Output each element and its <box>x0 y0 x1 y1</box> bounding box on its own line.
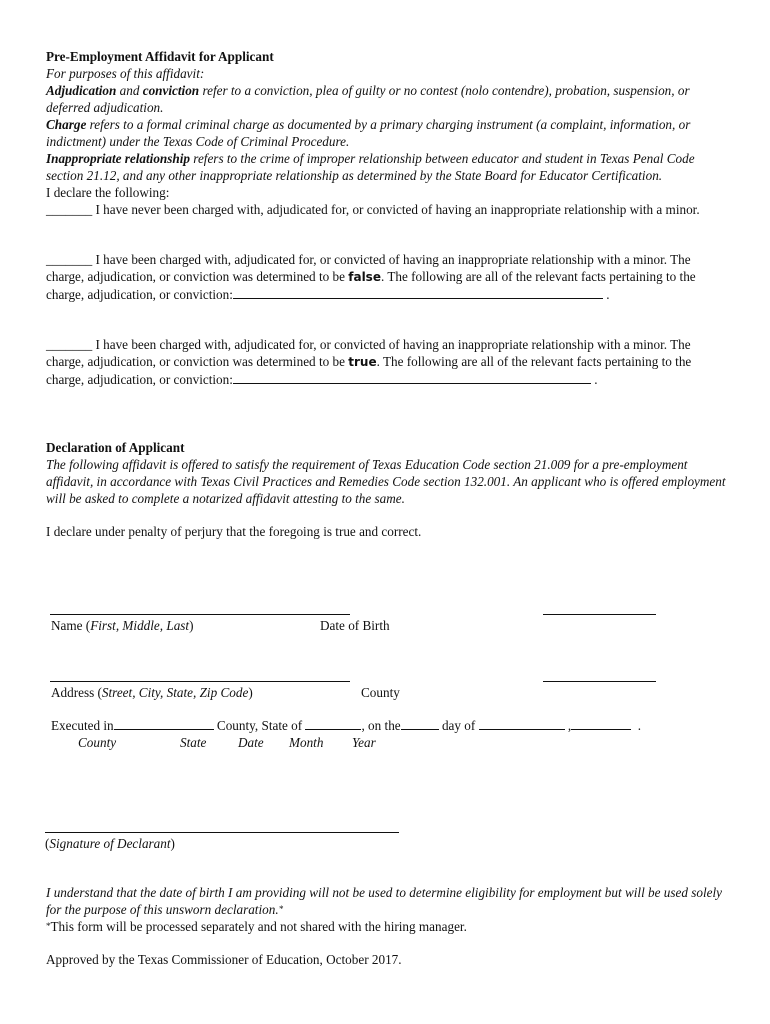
executed-county-field[interactable] <box>114 718 214 730</box>
sub-year: Year <box>352 735 376 750</box>
option-3-tail: . The following are all of the relevant facts pertaining to the charge, adjudication, or conviction: <box>46 354 692 387</box>
signature-label <box>45 835 175 852</box>
option-never-charged <box>46 201 726 218</box>
term-charge: Charge <box>46 117 87 132</box>
address-parts: Street, City, State, Zip Code <box>101 685 249 700</box>
declaration-heading: Declaration of Applicant <box>46 440 185 455</box>
adjudication-text: refer to a conviction, plea of guilty or no contest (nolo contendre), probation, suspension, or deferred adjudication. <box>46 83 690 115</box>
dob-label: Date of Birth <box>320 618 390 633</box>
signature-close: ) <box>170 836 175 851</box>
dob-line[interactable] <box>543 604 656 615</box>
sub-county: County <box>78 735 117 750</box>
option-3-bold: true <box>348 355 377 369</box>
on-the-label: , on the <box>361 718 401 733</box>
perjury-statement: I declare under penalty of perjury that the foregoing is true and correct. <box>46 524 422 539</box>
executed-date-field[interactable] <box>401 718 439 730</box>
charge-text: refers to a formal criminal charge as documented by a primary charging instrument (a complaint, information, or indictment) under the Texas Code of Criminal Procedure. <box>46 117 691 149</box>
term-relationship: Inappropriate relationship <box>46 151 190 166</box>
name-label-text: Name ( <box>51 618 91 633</box>
option-true-charge <box>46 336 726 388</box>
option-3-end: . <box>594 372 598 387</box>
option-3-text: I have been charged with, adjudicated for, or convicted of having an inappropriate relationship with a minor. The charge, adjudication, or conviction was determined to be <box>46 337 691 369</box>
option-2-bold: false <box>348 270 381 284</box>
address-close: ) <box>248 685 253 700</box>
executed-month-field[interactable] <box>479 718 565 730</box>
comma-sep: , <box>567 718 572 733</box>
executed-line <box>51 717 641 734</box>
county-state-label: County, State of <box>216 718 303 733</box>
executed-in-label: Executed in <box>51 718 114 733</box>
facts-line-2[interactable] <box>233 287 603 299</box>
option-2-end: . <box>606 287 610 302</box>
footnote-marker: * <box>278 904 284 914</box>
option-1-text: I have never been charged with, adjudicated for, or convicted of having an inappropriate relationship with a minor. <box>95 202 700 217</box>
footer <box>46 884 726 968</box>
address-label-text: Address ( <box>51 685 102 700</box>
address-line[interactable] <box>50 671 350 682</box>
page-title: Pre-Employment Affidavit for Applicant <box>46 49 274 64</box>
understand-body: I understand that the date of birth I am providing will not be used to determine eligibility for employment but will be used solely for the purpose of this unsworn declaration. <box>46 885 723 917</box>
option-2-tail: . The following are all of the relevant facts pertaining to the charge, adjudication, or conviction: <box>46 269 696 302</box>
executed-period: . <box>637 718 642 733</box>
signature-text: Signature of Declarant <box>49 836 171 851</box>
name-parts: First, Middle, Last <box>90 618 190 633</box>
day-of-label: day of <box>441 718 476 733</box>
option-2-text: I have been charged with, adjudicated for, or convicted of having an inappropriate relationship with a minor. The charge, adjudication, or conviction was determined to be <box>46 252 691 284</box>
footnote-body: This form will be processed separately and not shared with the hiring manager. <box>50 919 467 934</box>
facts-line-3[interactable] <box>233 372 591 384</box>
and-word: and <box>119 83 140 98</box>
declaration-text: The following affidavit is offered to satisfy the requirement of Texas Education Code section 21.009 for a pre-employment affidavit, in accordance with Texas Civil Practices and Remedies Code section 132.001. An applicant who is offered employment will be asked to complete a notarized affidavit attesting to the same. <box>46 457 726 506</box>
signature-line[interactable] <box>45 822 399 833</box>
executed-year-field[interactable] <box>571 718 631 730</box>
approval-text: Approved by the Texas Commissioner of Education, October 2017. <box>46 952 402 967</box>
sub-month: Month <box>289 735 324 750</box>
checkbox-blank-1[interactable]: _______ <box>46 202 93 217</box>
footnote-text <box>46 918 726 935</box>
county-line[interactable] <box>543 671 656 682</box>
option-false-charge <box>46 251 726 303</box>
county-label: County <box>361 685 400 700</box>
executed-state-field[interactable] <box>305 718 361 730</box>
affidavit-page <box>46 48 726 540</box>
understand-text <box>46 884 726 918</box>
checkbox-blank-2[interactable]: _______ <box>46 252 93 267</box>
sub-state: State <box>180 735 207 750</box>
name-label <box>51 617 194 634</box>
definition-relationship <box>46 150 726 184</box>
sub-date: Date <box>238 735 264 750</box>
signature-open: ( <box>45 836 50 851</box>
footnote-marker-2: * <box>46 921 51 931</box>
name-line[interactable] <box>50 604 350 615</box>
term-conviction: conviction <box>142 83 200 98</box>
name-close: ) <box>189 618 194 633</box>
definition-adjudication <box>46 82 726 116</box>
definition-charge <box>46 116 726 150</box>
definitions-intro: For purposes of this affidavit: <box>46 66 205 81</box>
term-adjudication: Adjudication <box>46 83 117 98</box>
checkbox-blank-3[interactable]: _______ <box>46 337 93 352</box>
address-label <box>51 684 253 701</box>
relationship-text: refers to the crime of improper relationship between educator and student in Texas Penal Code section 21.12, and any other inappropriate relationship as determined by the State Board for Educator Certification. <box>46 151 695 183</box>
declare-intro: I declare the following: <box>46 185 170 200</box>
